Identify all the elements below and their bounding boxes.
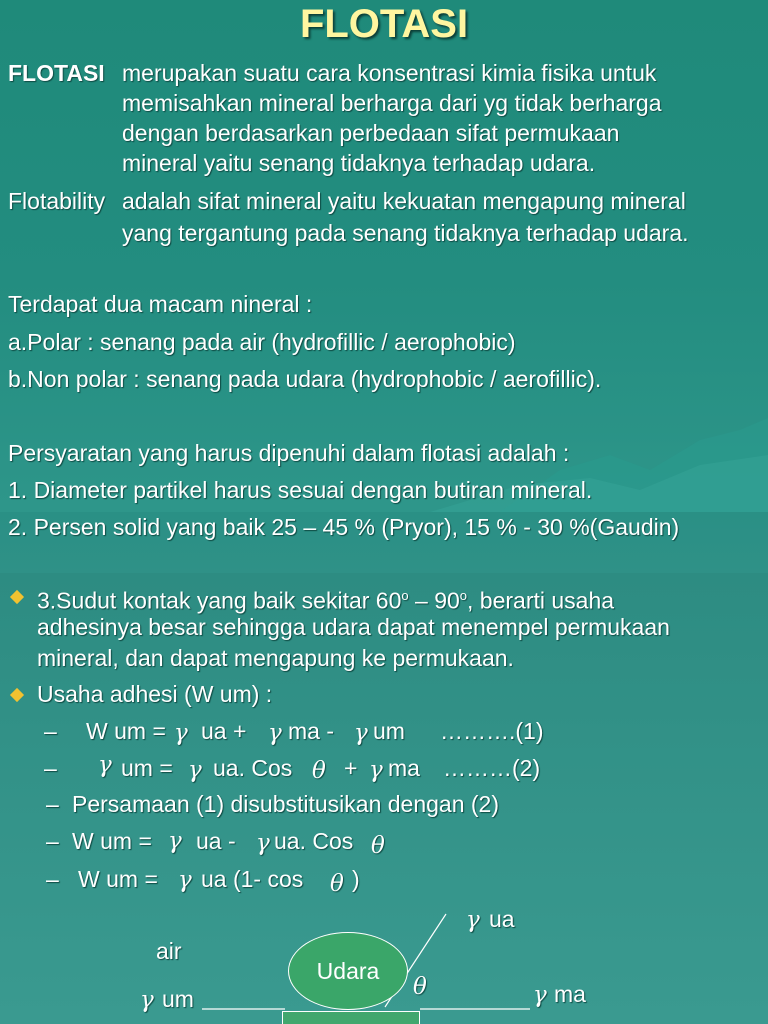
gamma-symbol: γ	[369, 757, 383, 783]
gamma-symbol: γ	[174, 720, 188, 746]
eq1-part-d: um	[373, 718, 405, 744]
eq4-part-c: ua. Cos	[274, 828, 354, 854]
eq1-part-b: ua +	[201, 718, 247, 744]
def2-line-1: adalah sifat mineral yaitu kekuatan mengapung mineral	[122, 188, 686, 214]
eq2-part-b: ua. Cos	[213, 755, 293, 781]
bullet-contact-angle: 3.Sudut kontak yang baik sekitar 60$^o$ – 90$^o$, berarti usaha	[37, 587, 615, 614]
mineral-polar: a.Polar : senang pada air (hydrofillic / aerophobic)	[8, 329, 516, 355]
gamma-symbol: γ	[256, 830, 270, 856]
bullet-adhesion: Usaha adhesi (W um) :	[37, 681, 273, 707]
gamma-um-label: um	[162, 986, 194, 1012]
theta-symbol: θ	[330, 871, 344, 897]
gamma-symbol: γ	[533, 982, 547, 1008]
eq5-part-b: ua (1- cos	[201, 866, 304, 892]
gamma-symbol: γ	[354, 720, 368, 746]
eq2-part-d: ma	[388, 755, 420, 781]
eq1-label: ……….(1)	[440, 718, 544, 744]
air-bubble: Udara	[288, 932, 408, 1010]
requirement-1: 1. Diameter partikel harus sesuai dengan butiran mineral.	[8, 477, 593, 503]
dash-bullet: –	[44, 755, 57, 781]
def2-line-2: yang tergantung pada senang tidaknya terhadap udara.	[122, 220, 689, 246]
gamma-symbol: γ	[188, 757, 202, 783]
mineral-nonpolar: b.Non polar : senang pada udara (hydrophobic / aerofillic).	[8, 366, 602, 392]
gamma-symbol: γ	[268, 720, 282, 746]
dash-bullet: –	[44, 718, 57, 744]
eq2-part-c: +	[344, 755, 358, 781]
dash-bullet: –	[46, 791, 59, 817]
eq1-part-a: W um =	[86, 718, 166, 744]
gamma-symbol: γ	[168, 828, 182, 854]
theta-symbol: θ	[413, 974, 427, 1000]
bullet-contact-angle-line-2: adhesinya besar sehingga udara dapat menempel permukaan	[37, 614, 670, 640]
eq2-part-a: um =	[121, 755, 173, 781]
eq1-part-c: ma -	[288, 718, 334, 744]
eq5-part-a: W um =	[78, 866, 158, 892]
def2-term: Flotability	[8, 188, 106, 214]
dash-bullet: –	[46, 866, 59, 892]
page-title: FLOTASI	[299, 2, 469, 46]
gamma-symbol: γ	[140, 987, 154, 1013]
gamma-ma-label: ma	[554, 981, 586, 1007]
air-label: air	[156, 938, 182, 964]
gamma-symbol: γ	[466, 907, 480, 933]
requirement-2: 2. Persen solid yang baik 25 – 45 % (Pryor), 15 % - 30 %(Gaudin)	[8, 514, 680, 540]
theta-symbol: θ	[312, 758, 326, 784]
mineral-intro: Terdapat dua macam nineral :	[8, 291, 313, 317]
def1-line-3: dengan berdasarkan perbedaan sifat permukaan	[122, 120, 620, 146]
eq4-part-b: ua -	[196, 828, 236, 854]
gamma-symbol: γ	[178, 867, 192, 893]
gamma-symbol: γ	[98, 752, 112, 778]
def1-line-2: memisahkan mineral berharga dari yg tidak berharga	[122, 90, 662, 116]
eq4-part-a: W um =	[72, 828, 152, 854]
requirement-intro: Persyaratan yang harus dipenuhi dalam flotasi adalah :	[8, 440, 570, 466]
mineral-surface	[282, 1011, 420, 1024]
eq5-part-c: )	[352, 866, 360, 892]
gamma-ua-label: ua	[489, 906, 515, 932]
bullet-contact-angle-line-3: mineral, dan dapat mengapung ke permukaan.	[37, 645, 514, 671]
def1-term: FLOTASI	[8, 60, 105, 86]
def1-line-4: mineral yaitu senang tidaknya terhadap udara.	[122, 150, 596, 176]
theta-symbol: θ	[371, 833, 385, 859]
eq2-label: ………(2)	[443, 755, 541, 781]
dash-bullet: –	[46, 828, 59, 854]
eq3-text: Persamaan (1) disubstitusikan dengan (2)	[72, 791, 500, 817]
def1-line-1: merupakan suatu cara konsentrasi kimia fisika untuk	[122, 60, 657, 86]
